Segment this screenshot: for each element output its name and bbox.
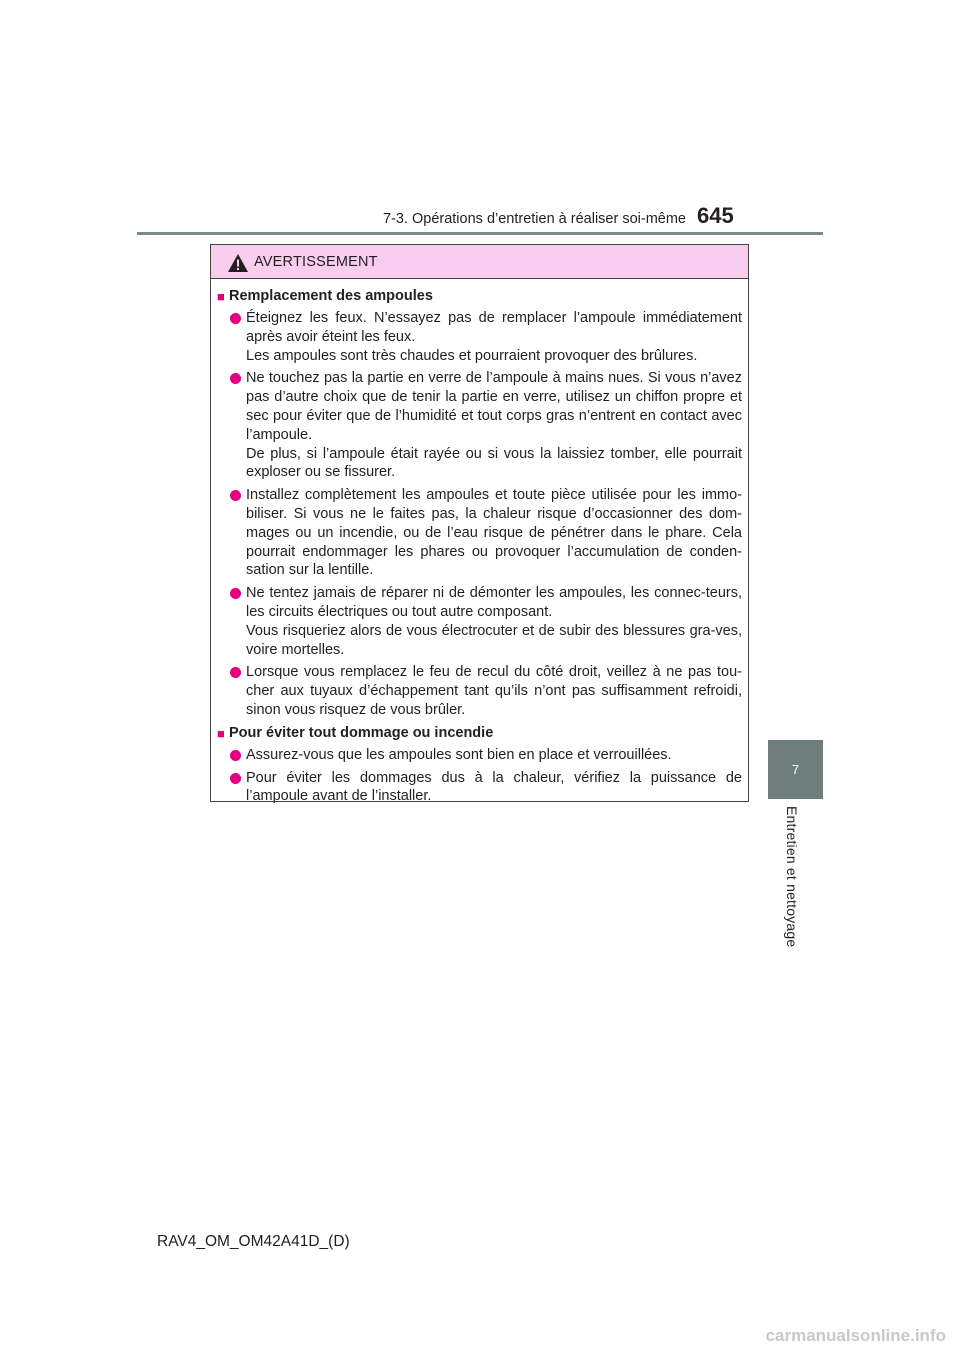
warning-header xyxy=(211,245,748,279)
section-heading xyxy=(217,724,742,743)
list-item xyxy=(229,769,742,807)
watermark[interactable]: carmanualsonline.info xyxy=(765,1326,946,1345)
list-item-text: Assurez-vous que les ampoules sont bien en place et verrouillées. xyxy=(246,746,672,763)
round-bullet-icon xyxy=(230,373,241,384)
warning-title: AVERTISSEMENT xyxy=(254,254,378,270)
document-code: RAV4_OM_OM42A41D_(D) xyxy=(157,1233,350,1250)
square-bullet-icon: ■ xyxy=(217,725,225,741)
section-header-title: 7-3. Opérations d’entretien à réaliser soi-même xyxy=(382,211,686,227)
list-item xyxy=(229,746,742,765)
square-bullet-icon: ■ xyxy=(217,289,225,304)
list-item xyxy=(229,663,742,719)
warning-triangle-icon xyxy=(227,253,249,273)
list-item-text: Ne tentez jamais de réparer ni de démonter les ampoules, les connec-teurs, les circuits électriques ou tout autre composant. Vous risqueriez alors de vous électrocuter et de subir des blessures gra-ves, voire mortelles. xyxy=(246,585,742,658)
chapter-tab: 7 xyxy=(768,740,823,799)
round-bullet-icon xyxy=(230,750,241,761)
warning-box xyxy=(210,244,749,805)
list-item-text: Ne touchez pas la partie en verre de l’ampoule à mains nues. Si vous n’avez pas d’autre choix que de tenir la partie en verre, utilisez un chiffon propre et sec pour éviter que de l’humidité et tout corps gras n’entrent en contact avec l’ampoule. De plus, si l’ampoule était rayée ou si vous la laissiez tomber, elle pourrait exploser ou se fissurer. xyxy=(246,370,742,481)
round-bullet-icon xyxy=(230,588,241,599)
section-heading-text: Remplacement des ampoules xyxy=(229,288,433,304)
list-item-text: Installez complètement les ampoules et toute pièce utilisée pour les immo-biliser. Si vous ne le faites pas, la chaleur risque d’occasionner des dom-mages ou un incendie, ou de l’eau risque de pénétrer dans le phare. Cela pourrait endommager les phares ou provoquer l’accumulation de conden-sation sur la lentille. xyxy=(246,487,742,579)
list-item xyxy=(229,369,742,482)
round-bullet-icon xyxy=(230,313,241,324)
list-item-text: Lorsque vous remplacez le feu de recul du côté droit, veillez à ne pas tou-cher aux tuyaux d’échappement tant qu’ils n’ont pas suffisamment refroidi, sinon vous risquez de vous brûler. xyxy=(246,664,742,718)
header-divider xyxy=(137,232,823,235)
list-item-text: Éteignez les feux. N’essayez pas de remplacer l’ampoule immédiatement après avoir éteint les feux. Les ampoules sont très chaudes et pourraient provoquer des brûlures. xyxy=(246,310,742,364)
chapter-label: Entretien et nettoyage xyxy=(784,806,800,948)
list-item xyxy=(229,309,742,365)
section-heading xyxy=(217,287,742,306)
list-item xyxy=(229,486,742,580)
round-bullet-icon xyxy=(230,490,241,501)
list-item xyxy=(229,584,742,659)
round-bullet-icon xyxy=(230,667,241,678)
page-number: 645 xyxy=(697,203,734,228)
round-bullet-icon xyxy=(230,773,241,784)
section-heading-text: Pour éviter tout dommage ou incendie xyxy=(229,724,494,741)
list-item-text: Pour éviter les dommages dus à la chaleur, vérifiez la puissance de l’ampoule avant de l’installer. xyxy=(246,769,742,805)
warning-body xyxy=(211,279,748,806)
